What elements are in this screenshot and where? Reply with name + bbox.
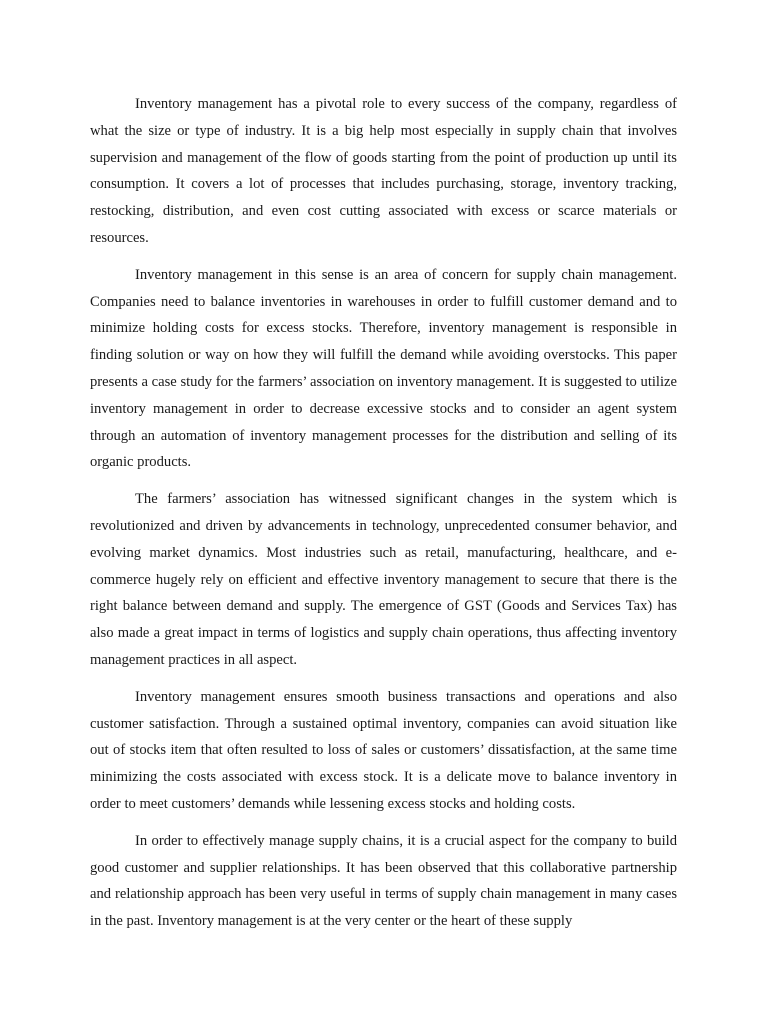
document-body (90, 91, 677, 945)
paragraph-2: Inventory management in this sense is an area of concern for supply chain management. Companies need to balance inventories in warehouses in order to fulfill customer demand and to minimize holding costs for excess stocks. Therefore, inventory management is responsible in finding solution or way on how they will fulfill the demand while avoiding overstocks. This paper presents a case study for the farmers’ association on inventory management. It is suggested to utilize inventory management in order to decrease excessive stocks and to consider an agent system through an automation of inventory management processes for the distribution and selling of its organic products. (90, 266, 677, 471)
paragraph-4: Inventory management ensures smooth business transactions and operations and also customer satisfaction. Through a sustained optimal inventory, companies can avoid situation like out of stocks item that often resulted to loss of sales or customers’ dissatisfaction, at the same time minimizing the costs associated with excess stock. It is a delicate move to balance inventory in order to meet customers’ demands while lessening excess stocks and holding costs. (90, 688, 677, 812)
paragraph-5: In order to effectively manage supply chains, it is a crucial aspect for the company to build good customer and supplier relationships. It has been observed that this collaborative partnership and relationship approach has been very useful in terms of supply chain management in many cases in the past. Inventory management is at the very center or the heart of these supply (90, 832, 677, 930)
paragraph-1: Inventory management has a pivotal role to every success of the company, regardless of what the size or type of industry. It is a big help most especially in supply chain that involves supervision and management of the flow of goods starting from the point of production up until its consumption. It covers a lot of processes that includes purchasing, storage, inventory tracking, restocking, distribution, and even cost cutting associated with excess or scarce materials or resources. (90, 96, 677, 246)
paragraph-3: The farmers’ association has witnessed significant changes in the system which is revolutionized and driven by advancements in technology, unprecedented consumer behavior, and evolving market dynamics. Most industries such as retail, manufacturing, healthcare, and e-commerce hugely rely on efficient and effective inventory management to secure that there is the right balance between demand and supply. The emergence of GST (Goods and Services Tax) has also made a great impact in terms of logistics and supply chain operations, thus affecting inventory management practices in all aspect. (90, 491, 677, 668)
